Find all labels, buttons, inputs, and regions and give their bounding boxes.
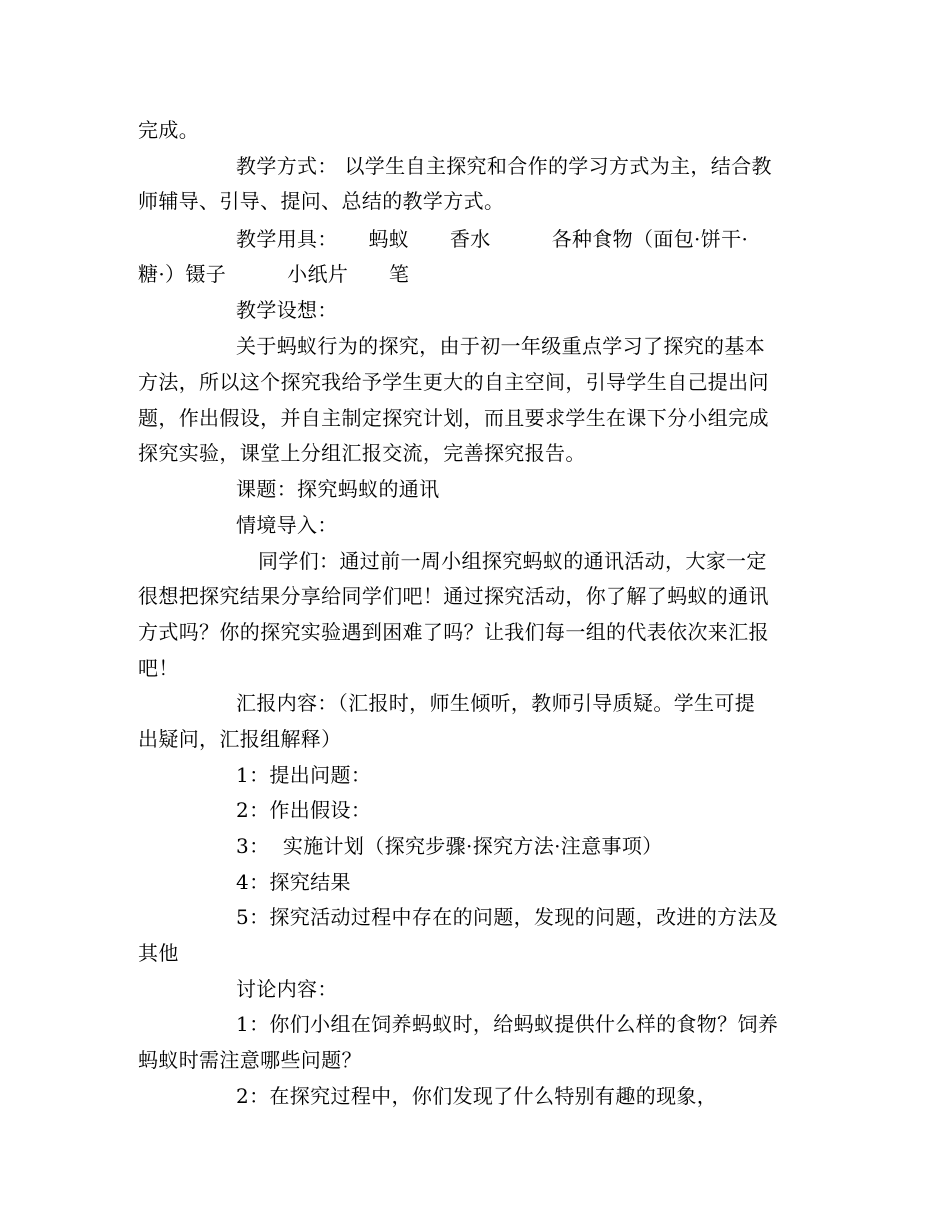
text-line: 2：在探究过程中，你们发现了什么特别有趣的现象， bbox=[236, 1084, 718, 1108]
text-line: 教学用具： 蚂蚁 香水 各种食物（面包·饼干· bbox=[236, 227, 749, 251]
text-line: 师辅导、引导、提问、总结的教学方式。 bbox=[138, 189, 505, 213]
text-line: 5：探究活动过程中存在的问题，发现的问题，改进的方法及 bbox=[236, 905, 779, 929]
text-line: 吧！ bbox=[138, 656, 179, 680]
text-line: 情境导入： bbox=[236, 513, 338, 537]
text-line: 4：探究结果 bbox=[236, 870, 351, 894]
text-line: 讨论内容： bbox=[236, 977, 338, 1001]
text-line: 其他 bbox=[138, 941, 179, 965]
text-line: 1：你们小组在饲养蚂蚁时，给蚂蚁提供什么样的食物？饲养 bbox=[236, 1012, 779, 1036]
text-line: 出疑问，汇报组解释） bbox=[138, 727, 342, 751]
text-line: 蚂蚁时需注意哪些问题？ bbox=[138, 1048, 362, 1072]
text-line: 关于蚂蚁行为的探究，由于初一年级重点学习了探究的基本 bbox=[236, 334, 766, 358]
text-line: 方式吗？你的探究实验遇到困难了吗？让我们每一组的代表依次来汇报 bbox=[138, 620, 769, 644]
text-line: 糖·）镊子 小纸片 笔 bbox=[138, 262, 410, 286]
text-line: 题，作出假设，并自主制定探究计划，而且要求学生在课下分小组完成 bbox=[138, 406, 769, 430]
text-line: 完成。 bbox=[138, 118, 200, 142]
text-line: 教学方式： 以学生自主探究和合作的学习方式为主，结合教 bbox=[236, 154, 772, 178]
text-line: 2：作出假设： bbox=[236, 798, 372, 822]
text-line: 课题：探究蚂蚁的通讯 bbox=[236, 477, 440, 501]
text-line: 教学设想： bbox=[236, 298, 338, 322]
text-line: 方法，所以这个探究我给予学生更大的自主空间，引导学生自己提出问 bbox=[138, 370, 769, 394]
text-line: 汇报内容：（汇报时，师生倾听，教师引导质疑。学生可提 bbox=[236, 691, 756, 715]
text-line: 1：提出问题： bbox=[236, 763, 372, 787]
text-line: 同学们：通过前一周小组探究蚂蚁的通讯活动，大家一定 bbox=[258, 549, 767, 573]
text-line: 3： 实施计划（探究步骤·探究方法·注意事项） bbox=[236, 834, 663, 858]
text-line: 很想把探究结果分享给同学们吧！通过探究活动，你了解了蚂蚁的通讯 bbox=[138, 584, 769, 608]
text-line: 探究实验，课堂上分组汇报交流，完善探究报告。 bbox=[138, 441, 586, 465]
